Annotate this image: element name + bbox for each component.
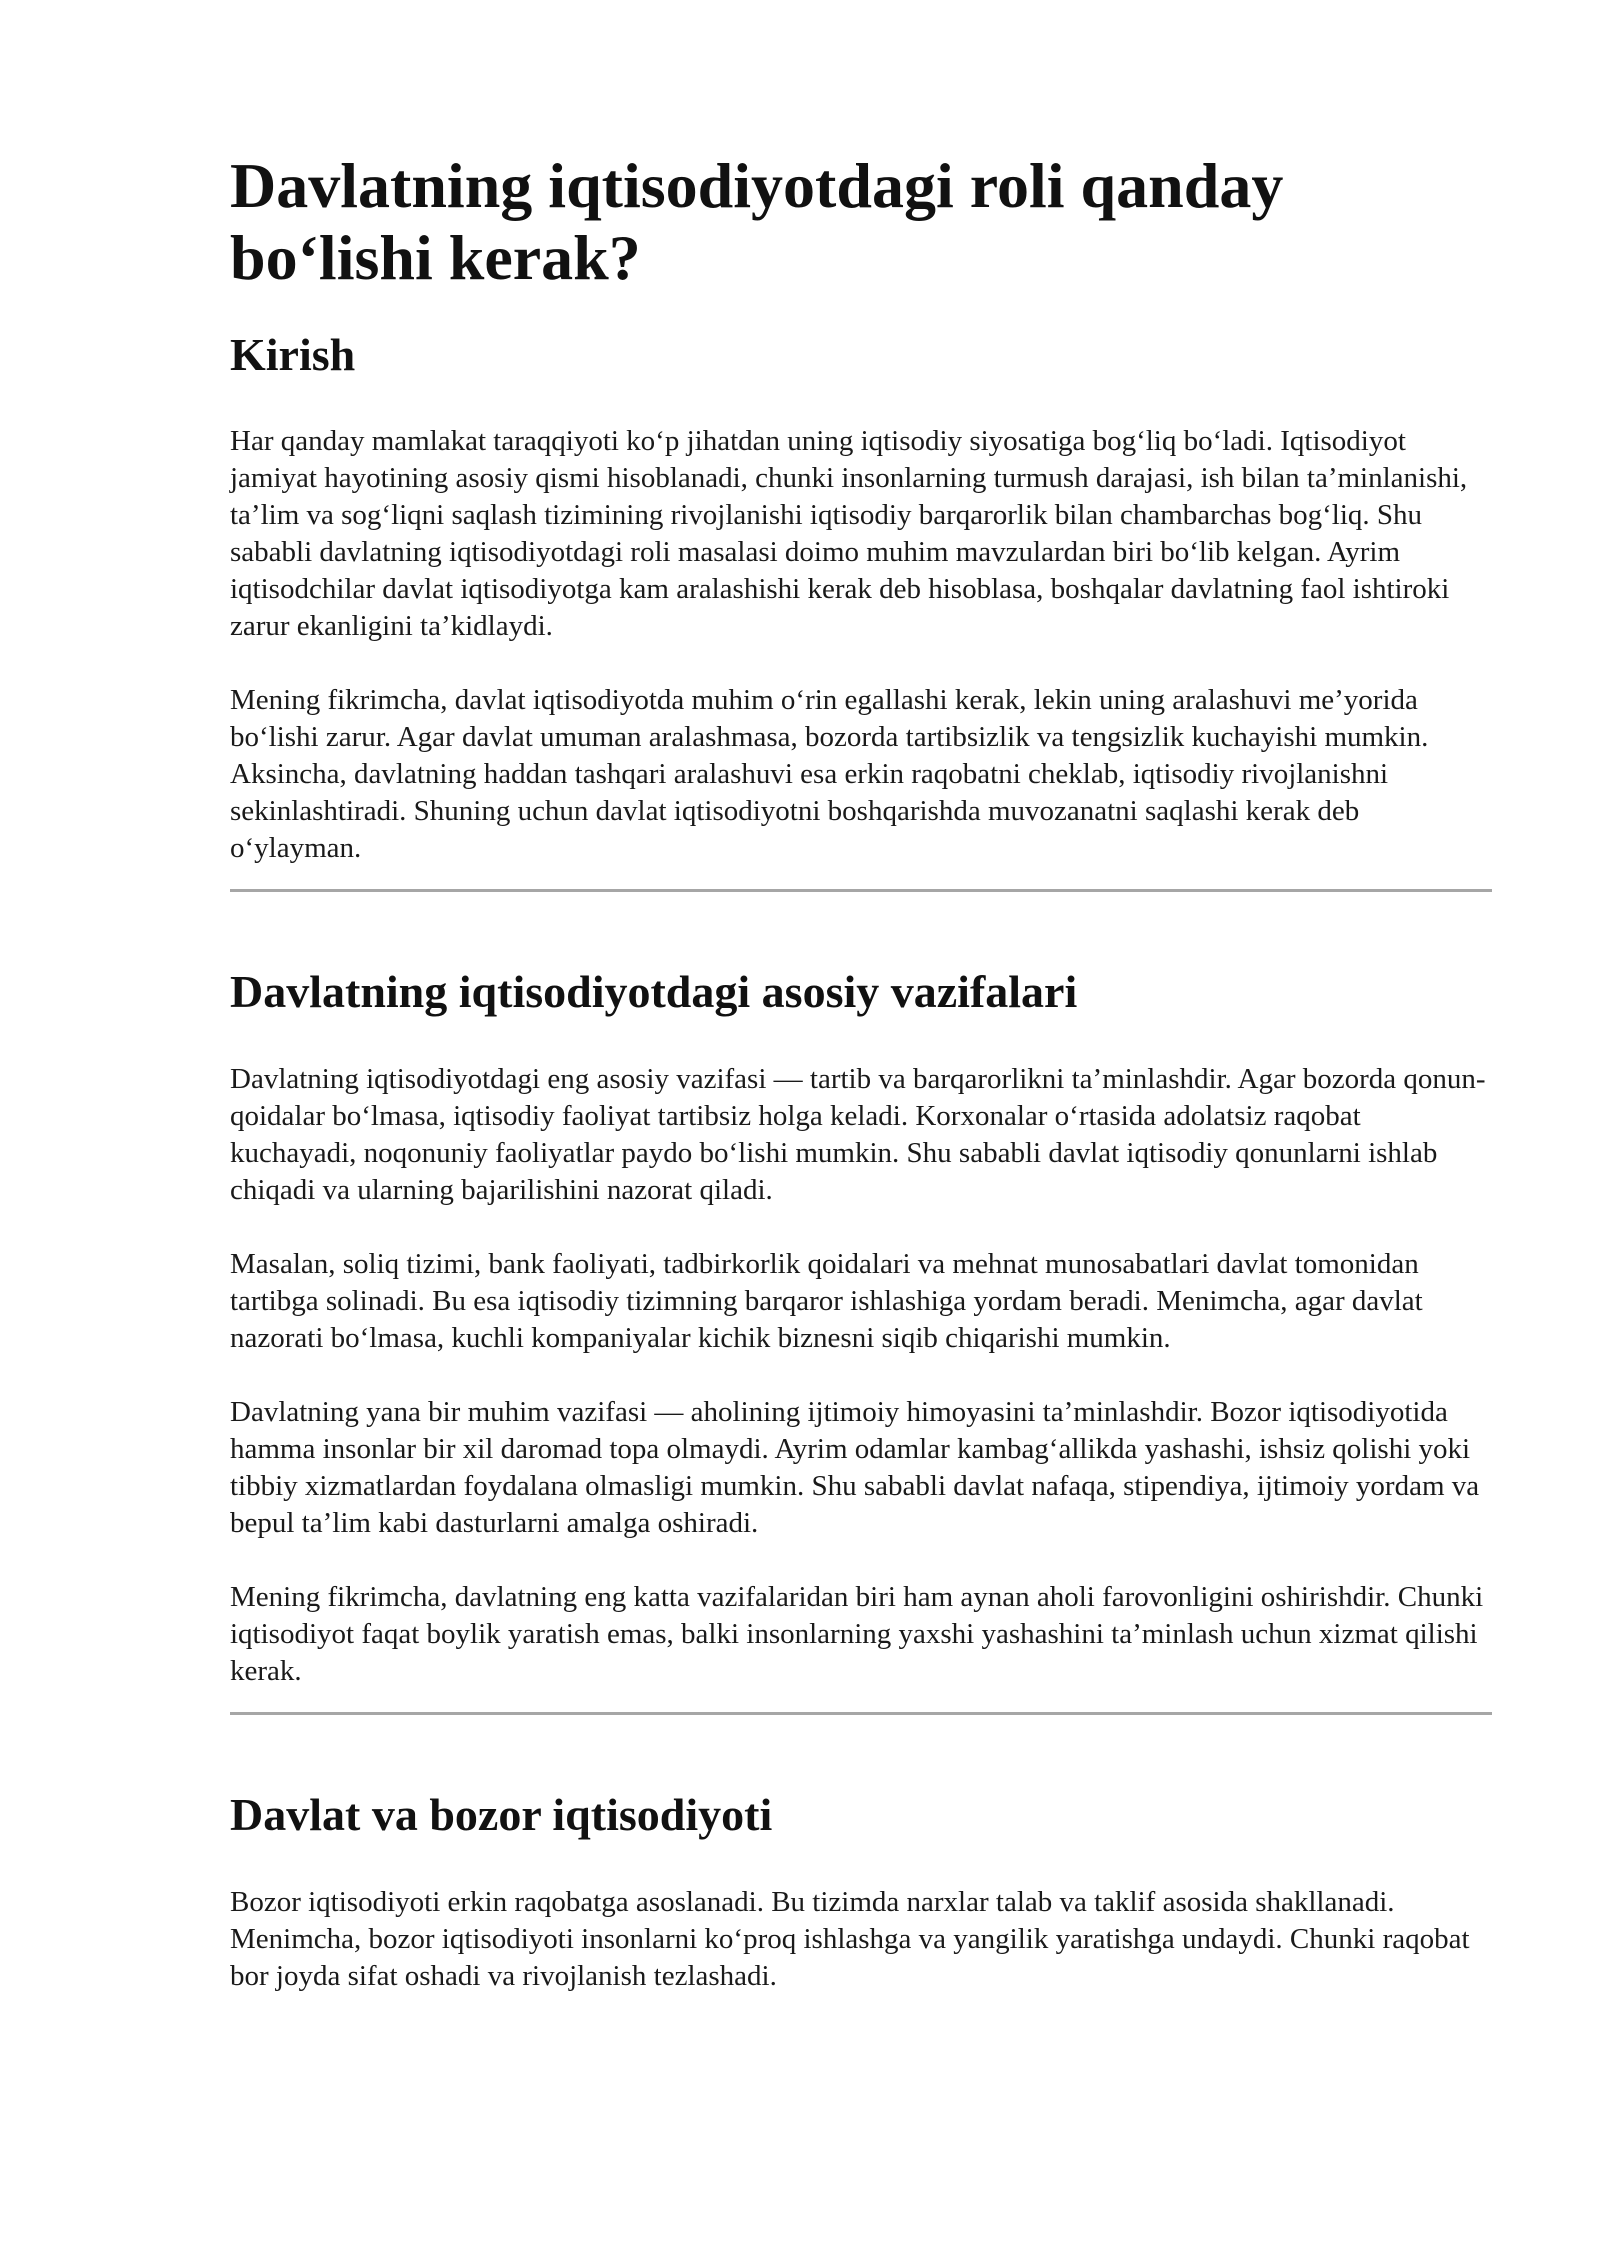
- section-asosiy-vazifalari: [230, 964, 1492, 1690]
- section-kirish: [230, 327, 1492, 866]
- section-heading: Davlat va bozor iqtisodiyoti: [230, 1788, 773, 1840]
- paragraph: Masalan, soliq tizimi, bank faoliyati, tadbirkorlik qoidalari va mehnat munosabatlari davlat tomonidan tartibga solinadi. Bu esa iqtisodiy tizimning barqaror ishlashiga yordam beradi. Menimcha, agar davlat nazorati bo‘lmasa, kuchli kompaniyalar kichik biznesni siqib chiqarishi mumkin.: [230, 1247, 1423, 1354]
- paragraph: Davlatning iqtisodiyotdagi eng asosiy vazifasi — tartib va barqarorlikni ta’minlashdir. Agar bozorda qonun-qoidalar bo‘lmasa, iqtisodiy faoliyat tartibsiz holga keladi. Korxonalar o‘rtasida adolatsiz raqobat kuchayadi, noqonuniy faoliyatlar paydo bo‘lishi mumkin. Shu sababli davlat iqtisodiy qonunlarni ishlab chiqadi va ularning bajarilishini nazorat qiladi.: [230, 1062, 1486, 1206]
- paragraph: Mening fikrimcha, davlatning eng katta vazifalaridan biri ham aynan aholi farovonligini oshirishdir. Chunki iqtisodiyot faqat boylik yaratish emas, balki insonlarning yaxshi yashashini ta’minlash uchun xizmat qilishi kerak.: [230, 1580, 1484, 1687]
- document-title: Davlatning iqtisodiyotdagi roli qanday bo‘lishi kerak?: [230, 150, 1284, 293]
- section-heading: Davlatning iqtisodiyotdagi asosiy vazifalari: [230, 965, 1078, 1017]
- section-divider: [230, 1712, 1492, 1715]
- document-body: [230, 150, 1492, 1995]
- paragraph: Davlatning yana bir muhim vazifasi — aholining ijtimoiy himoyasini ta’minlashdir. Bozor iqtisodiyotida hamma insonlar bir xil daromad topa olmaydi. Ayrim odamlar kambag‘allikda yashashi, ishsiz qolishi yoki tibbiy xizmatlardan foydalana olmasligi mumkin. Shu sababli davlat nafaqa, stipendiya, ijtimoiy yordam va bepul ta’lim kabi dasturlarni amalga oshiradi.: [230, 1395, 1480, 1539]
- paragraph: Mening fikrimcha, davlat iqtisodiyotda muhim o‘rin egallashi kerak, lekin uning aralashuvi me’yorida bo‘lishi zarur. Agar davlat umuman aralashmasa, bozorda tartibsizlik va tengsizlik kuchayishi mumkin. Aksincha, davlatning haddan tashqari aralashuvi esa erkin raqobatni cheklab, iqtisodiy rivojlanishni sekinlashtiradi. Shuning uchun davlat iqtisodiyotni boshqarishda muvozanatni saqlashi kerak deb o‘ylayman.: [230, 683, 1429, 864]
- paragraph: Bozor iqtisodiyoti erkin raqobatga asoslanadi. Bu tizimda narxlar talab va taklif asosida shakllanadi. Menimcha, bozor iqtisodiyoti insonlarni ko‘proq ishlashga va yangilik yaratishga undaydi. Chunki raqobat bor joyda sifat oshadi va rivojlanish tezlashadi.: [230, 1885, 1470, 1992]
- section-heading: Kirish: [230, 329, 356, 381]
- section-divider: [230, 889, 1492, 892]
- section-davlat-va-bozor: [230, 1787, 1492, 1995]
- paragraph: Har qanday mamlakat taraqqiyoti ko‘p jihatdan uning iqtisodiy siyosatiga bog‘liq bo‘ladi. Iqtisodiyot jamiyat hayotining asosiy qismi hisoblanadi, chunki insonlarning turmush darajasi, ish bilan ta’minlanishi, ta’lim va sog‘liqni saqlash tizimining rivojlanishi iqtisodiy barqarorlik bilan chambarchas bog‘liq. Shu sababli davlatning iqtisodiyotdagi roli masalasi doimo muhim mavzulardan biri bo‘lib kelgan. Ayrim iqtisodchilar davlat iqtisodiyotga kam aralashishi kerak deb hisoblasa, boshqalar davlatning faol ishtiroki zarur ekanligini ta’kidlaydi.: [230, 424, 1468, 642]
